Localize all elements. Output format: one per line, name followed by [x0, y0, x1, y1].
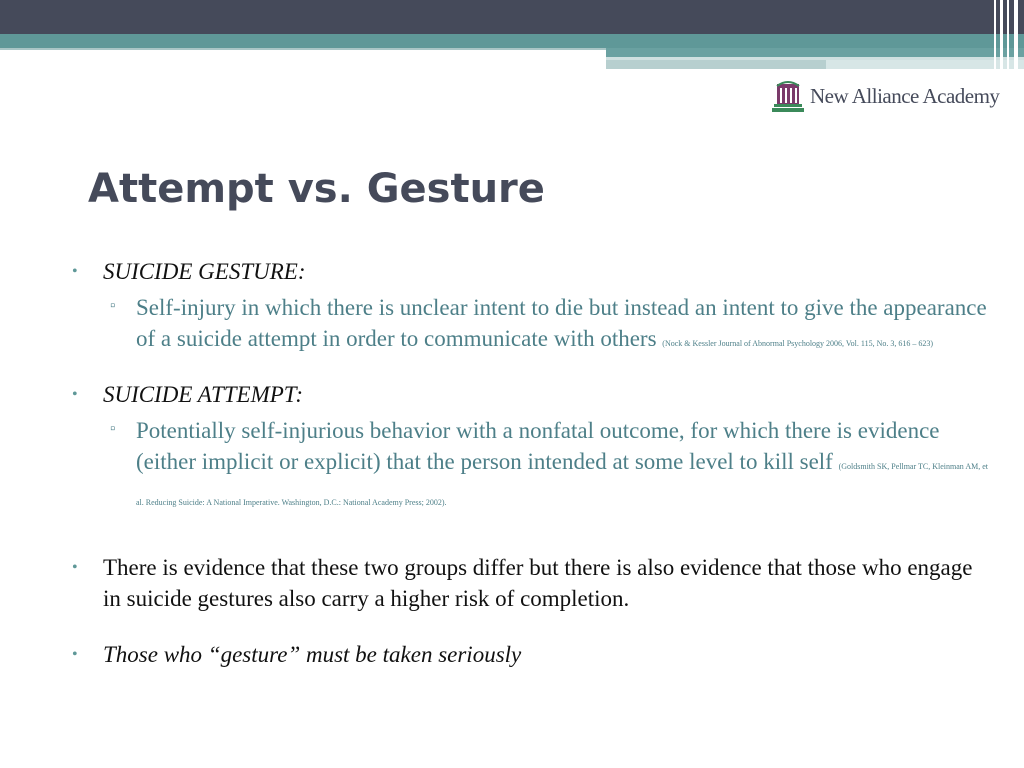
bullet-heading: SUICIDE ATTEMPT: — [103, 382, 303, 407]
bullet-text: Those who “gesture” must be taken seriously — [103, 642, 522, 667]
bullet-icon: • — [72, 646, 78, 663]
header-band-teal — [0, 34, 1024, 48]
bullet-item — [70, 552, 990, 614]
bullet-text: There is evidence that these two groups differ but there is also evidence that those who engage in suicide gestures also carry a higher risk of completion. — [103, 555, 973, 611]
bullet-icon: • — [72, 386, 78, 403]
sub-bullet-item — [70, 292, 990, 359]
header-band-dark — [0, 0, 1024, 34]
bullet-heading: SUICIDE GESTURE: — [103, 259, 306, 284]
header-band-accent-lower — [606, 60, 826, 69]
building-icon — [770, 78, 806, 114]
citation: (Nock & Kessler Journal of Abnormal Psychology 2006, Vol. 115, No. 3, 616 – 623) — [662, 339, 934, 348]
bullet-item — [70, 639, 990, 670]
logo-text: New Alliance Academy — [810, 83, 1000, 108]
slide-title: Attempt vs. Gesture — [88, 166, 545, 212]
bullet-icon: • — [72, 263, 78, 280]
bullet-item — [70, 379, 990, 410]
slide-content — [70, 256, 990, 670]
header-band-accent — [606, 48, 1024, 57]
header-vertical-stripes — [990, 0, 1024, 70]
sub-bullet-text: Self-injury in which there is unclear intent to die but instead an intent to give the appearance of a suicide attempt in order to communicate with others — [136, 295, 987, 351]
sub-bullet-icon: ▫ — [110, 298, 116, 314]
sub-bullet-icon: ▫ — [110, 421, 116, 437]
sub-bullet-text: Potentially self-injurious behavior with a nonfatal outcome, for which there is evidence (either implicit or explicit) that the person intended at some level to kill self — [136, 418, 940, 474]
bullet-icon: • — [72, 559, 78, 576]
bullet-item — [70, 256, 990, 287]
logo — [770, 78, 999, 114]
citation: (Goldsmith SK, Pellmar TC, Kleinman AM, et al. Reducing Suicide: A National Imperative. Washington, D.C.: National Academy Press; 2002). — [136, 462, 988, 507]
sub-bullet-item — [70, 415, 990, 518]
